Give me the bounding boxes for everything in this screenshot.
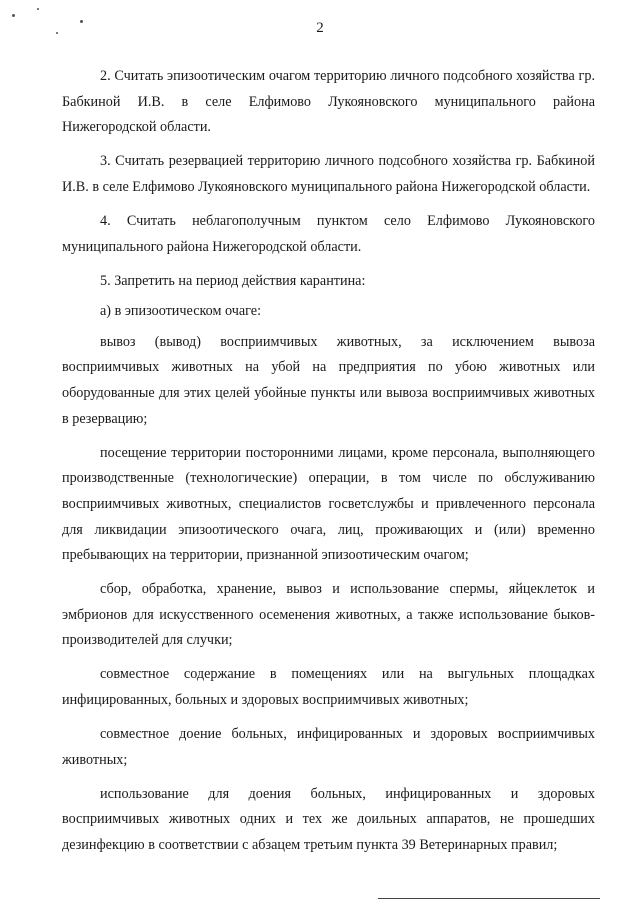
subitem-a-heading: а) в эпизоотическом очаге: [100,303,262,320]
document-body [62,64,595,867]
scan-speck [37,8,39,10]
prohibition-paragraph: использование для доения больных, инфицированных и здоровых восприимчивых животных одних и тех же доильных аппаратов, не прошедших дезинфекцию в соответствии с абзацем третьим пункта 39 Ветеринарных правил; [62,785,595,854]
prohibition-paragraph: посещение территории посторонними лицами, кроме персонала, выполняющего производственные (технологические) операции, в том числе по обслуживанию восприимчивых животных, специалистов госветслужбы и привлеченного персонала для ликвидации эпизоотического очага, лиц, проживающих и (или) временно пребывающих на территории, признанной эпизоотическим очагом; [62,444,595,564]
paragraph-item-4: 4. Считать неблагополучным пунктом село Елфимово Лукояновского муниципального района Нижегородской области. [62,212,595,255]
bottom-rule [378,898,600,899]
paragraph-item-5: 5. Запретить на период действия карантина: [100,272,366,289]
paragraph-item-3: 3. Считать резервацией территорию личного подсобного хозяйства гр. Бабкиной И.В. в селе Елфимово Лукояновского муниципального района Нижегородской области. [62,153,595,195]
paragraph-item-2: 2. Считать эпизоотическим очагом территорию личного подсобного хозяйства гр. Бабкиной И.В. в селе Елфимово Лукояновского муниципального района Нижегородской области. [62,68,595,136]
prohibition-paragraph: совместное содержание в помещениях или на выгульных площадках инфицированных, больных и здоровых восприимчивых животных; [62,666,595,709]
prohibition-paragraph: совместное доение больных, инфицированных и здоровых восприимчивых животных; [62,726,595,768]
prohibition-paragraph: сбор, обработка, хранение, вывоз и использование спермы, яйцеклеток и эмбрионов для искусственного осеменения животных, а также использование быков-производителей для случки; [62,581,595,649]
page-number: 2 [316,20,324,36]
scan-speck [12,14,15,17]
prohibition-paragraph: вывоз (вывод) восприимчивых животных, за исключением вывоза восприимчивых животных на убой на предприятия по убою животных или оборудованные для этих целей убойные пункты или вывоза восприимчивых животных в резервацию; [62,333,595,427]
